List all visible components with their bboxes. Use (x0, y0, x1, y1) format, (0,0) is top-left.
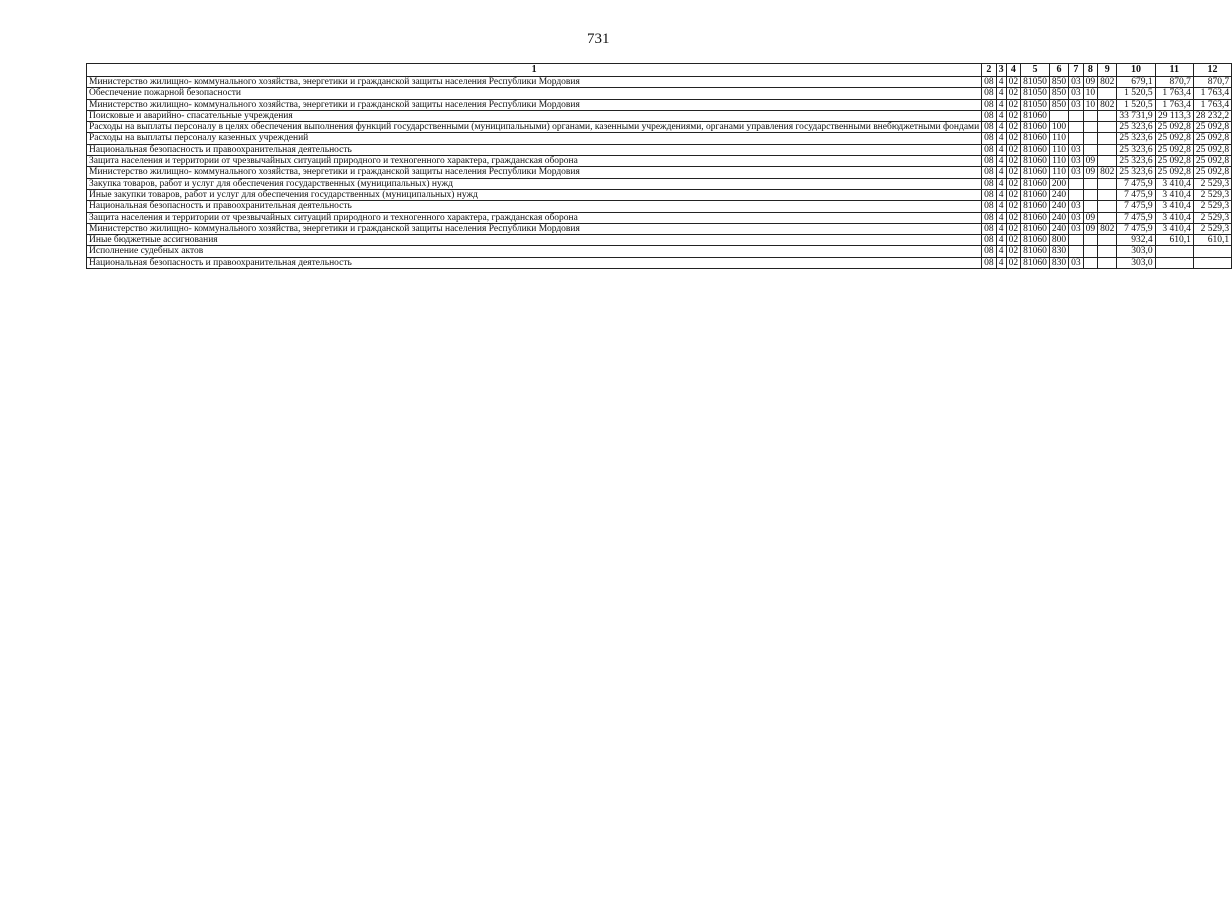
amount-cell: 303,0 (1117, 246, 1155, 257)
amount-cell: 29 113,3 (1155, 110, 1193, 121)
code-cell: 02 (1006, 167, 1021, 178)
table-row (87, 144, 1232, 155)
table-row (87, 201, 1232, 212)
column-header: 8 (1083, 64, 1098, 77)
code-cell: 03 (1069, 167, 1084, 178)
code-cell: 02 (1006, 110, 1021, 121)
code-cell: 4 (996, 257, 1006, 268)
table-row (87, 110, 1232, 121)
code-cell (1083, 235, 1098, 246)
column-header: 7 (1069, 64, 1084, 77)
code-cell (1069, 246, 1084, 257)
code-cell: 850 (1049, 77, 1068, 88)
amount-cell: 25 092,8 (1155, 144, 1193, 155)
code-cell: 02 (1006, 246, 1021, 257)
row-name-cell: Министерство жилищно- коммунального хозяйства, энергетики и гражданской защиты населения Республики Мордовия (87, 99, 982, 110)
code-cell: 03 (1069, 223, 1084, 234)
code-cell (1069, 189, 1084, 200)
code-cell: 4 (996, 133, 1006, 144)
row-name-cell: Национальная безопасность и правоохранительная деятельность (87, 257, 982, 268)
code-cell: 4 (996, 122, 1006, 133)
code-cell: 09 (1083, 156, 1098, 167)
code-cell (1083, 246, 1098, 257)
code-cell: 81060 (1021, 144, 1050, 155)
row-name-cell: Министерство жилищно- коммунального хозяйства, энергетики и гражданской защиты населения Республики Мордовия (87, 223, 982, 234)
code-cell: 850 (1049, 99, 1068, 110)
code-cell: 4 (996, 235, 1006, 246)
code-cell (1083, 110, 1098, 121)
code-cell: 03 (1069, 257, 1084, 268)
amount-cell: 932,4 (1117, 235, 1155, 246)
code-cell: 110 (1049, 156, 1068, 167)
column-header: 3 (996, 64, 1006, 77)
amount-cell (1193, 246, 1231, 257)
code-cell: 08 (982, 246, 997, 257)
amount-cell (1155, 246, 1193, 257)
row-name-cell: Министерство жилищно- коммунального хозяйства, энергетики и гражданской защиты населения Республики Мордовия (87, 167, 982, 178)
code-cell (1098, 201, 1117, 212)
amount-cell: 25 092,8 (1155, 133, 1193, 144)
code-cell: 81050 (1021, 99, 1050, 110)
table-header-row (87, 64, 1232, 77)
code-cell: 830 (1049, 257, 1068, 268)
row-name-cell: Расходы на выплаты персоналу в целях обеспечения выполнения функций государственными (муниципальными) органами, казенными учреждениями, органами управления государственными внебюджетными фондами (87, 122, 982, 133)
code-cell: 802 (1098, 77, 1117, 88)
amount-cell: 25 323,6 (1117, 133, 1155, 144)
amount-cell: 25 323,6 (1117, 122, 1155, 133)
amount-cell: 25 092,8 (1193, 156, 1231, 167)
code-cell: 110 (1049, 167, 1068, 178)
code-cell: 81060 (1021, 110, 1050, 121)
column-header: 9 (1098, 64, 1117, 77)
code-cell: 4 (996, 110, 1006, 121)
amount-cell: 303,0 (1117, 257, 1155, 268)
row-name-cell: Обеспечение пожарной безопасности (87, 88, 982, 99)
amount-cell: 3 410,4 (1155, 223, 1193, 234)
code-cell: 4 (996, 77, 1006, 88)
code-cell: 4 (996, 88, 1006, 99)
code-cell: 08 (982, 212, 997, 223)
code-cell (1083, 189, 1098, 200)
code-cell: 08 (982, 99, 997, 110)
amount-cell: 25 092,8 (1193, 122, 1231, 133)
code-cell: 02 (1006, 99, 1021, 110)
row-name-cell: Расходы на выплаты персоналу казенных учреждений (87, 133, 982, 144)
column-header: 6 (1049, 64, 1068, 77)
code-cell: 02 (1006, 88, 1021, 99)
code-cell (1098, 246, 1117, 257)
row-name-cell: Поисковые и аварийно- спасательные учреждения (87, 110, 982, 121)
code-cell: 08 (982, 77, 997, 88)
amount-cell (1155, 257, 1193, 268)
code-cell: 81060 (1021, 133, 1050, 144)
code-cell (1069, 178, 1084, 189)
amount-cell: 25 092,8 (1193, 133, 1231, 144)
code-cell (1098, 110, 1117, 121)
code-cell: 4 (996, 156, 1006, 167)
amount-cell: 3 410,4 (1155, 189, 1193, 200)
code-cell (1098, 88, 1117, 99)
page-number: 731 (587, 31, 610, 47)
amount-cell: 1 763,4 (1155, 88, 1193, 99)
code-cell (1083, 122, 1098, 133)
amount-cell: 25 092,8 (1155, 156, 1193, 167)
code-cell: 4 (996, 167, 1006, 178)
code-cell: 802 (1098, 99, 1117, 110)
amount-cell: 3 410,4 (1155, 212, 1193, 223)
amount-cell: 610,1 (1193, 235, 1231, 246)
row-name-cell: Закупка товаров, работ и услуг для обеспечения государственных (муниципальных) нужд (87, 178, 982, 189)
code-cell (1098, 133, 1117, 144)
code-cell (1069, 235, 1084, 246)
code-cell: 02 (1006, 77, 1021, 88)
amount-cell: 25 323,6 (1117, 167, 1155, 178)
amount-cell: 33 731,9 (1117, 110, 1155, 121)
code-cell: 08 (982, 110, 997, 121)
code-cell (1098, 235, 1117, 246)
code-cell: 110 (1049, 133, 1068, 144)
code-cell (1098, 122, 1117, 133)
code-cell: 81060 (1021, 189, 1050, 200)
code-cell (1098, 212, 1117, 223)
amount-cell: 1 763,4 (1155, 99, 1193, 110)
code-cell: 4 (996, 212, 1006, 223)
code-cell: 4 (996, 144, 1006, 155)
code-cell (1098, 156, 1117, 167)
code-cell: 800 (1049, 235, 1068, 246)
code-cell: 03 (1069, 88, 1084, 99)
code-cell: 81060 (1021, 178, 1050, 189)
column-header: 4 (1006, 64, 1021, 77)
code-cell: 4 (996, 223, 1006, 234)
table-row (87, 99, 1232, 110)
amount-cell: 25 323,6 (1117, 156, 1155, 167)
code-cell: 850 (1049, 88, 1068, 99)
code-cell: 08 (982, 133, 997, 144)
code-cell: 08 (982, 223, 997, 234)
code-cell: 02 (1006, 133, 1021, 144)
code-cell: 08 (982, 178, 997, 189)
amount-cell: 7 475,9 (1117, 212, 1155, 223)
code-cell (1083, 144, 1098, 155)
code-cell: 830 (1049, 246, 1068, 257)
amount-cell: 679,1 (1117, 77, 1155, 88)
code-cell: 240 (1049, 212, 1068, 223)
amount-cell: 7 475,9 (1117, 201, 1155, 212)
table-row (87, 178, 1232, 189)
amount-cell: 1 520,5 (1117, 99, 1155, 110)
code-cell: 802 (1098, 167, 1117, 178)
amount-cell (1193, 257, 1231, 268)
code-cell: 09 (1083, 167, 1098, 178)
amount-cell: 25 092,8 (1155, 122, 1193, 133)
code-cell: 802 (1098, 223, 1117, 234)
code-cell: 81060 (1021, 201, 1050, 212)
code-cell: 02 (1006, 156, 1021, 167)
code-cell: 08 (982, 257, 997, 268)
code-cell: 02 (1006, 235, 1021, 246)
code-cell (1098, 144, 1117, 155)
code-cell: 10 (1083, 88, 1098, 99)
table-row (87, 212, 1232, 223)
code-cell: 81060 (1021, 167, 1050, 178)
table-row (87, 167, 1232, 178)
code-cell (1083, 257, 1098, 268)
code-cell: 81060 (1021, 122, 1050, 133)
amount-cell: 7 475,9 (1117, 178, 1155, 189)
amount-cell: 25 323,6 (1117, 144, 1155, 155)
code-cell: 08 (982, 88, 997, 99)
code-cell: 81050 (1021, 77, 1050, 88)
code-cell (1098, 178, 1117, 189)
row-name-cell: Иные закупки товаров, работ и услуг для обеспечения государственных (муниципальных) нужд (87, 189, 982, 200)
code-cell: 240 (1049, 223, 1068, 234)
code-cell (1098, 257, 1117, 268)
code-cell: 03 (1069, 156, 1084, 167)
amount-cell: 25 092,8 (1155, 167, 1193, 178)
table-row (87, 257, 1232, 268)
code-cell: 02 (1006, 201, 1021, 212)
code-cell: 03 (1069, 144, 1084, 155)
code-cell: 4 (996, 201, 1006, 212)
code-cell (1083, 133, 1098, 144)
code-cell (1069, 133, 1084, 144)
amount-cell: 1 520,5 (1117, 88, 1155, 99)
row-name-cell: Защита населения и территории от чрезвычайных ситуаций природного и техногенного характера, гражданская оборона (87, 212, 982, 223)
table-row (87, 246, 1232, 257)
code-cell: 02 (1006, 122, 1021, 133)
table-row (87, 122, 1232, 133)
code-cell: 02 (1006, 223, 1021, 234)
code-cell: 4 (996, 178, 1006, 189)
code-cell: 100 (1049, 122, 1068, 133)
code-cell (1083, 178, 1098, 189)
table-row (87, 189, 1232, 200)
code-cell: 09 (1083, 212, 1098, 223)
amount-cell: 3 410,4 (1155, 201, 1193, 212)
code-cell: 4 (996, 99, 1006, 110)
code-cell: 02 (1006, 144, 1021, 155)
table-row (87, 235, 1232, 246)
code-cell: 08 (982, 189, 997, 200)
amount-cell: 2 529,3 (1193, 223, 1231, 234)
column-header: 5 (1021, 64, 1050, 77)
code-cell: 08 (982, 235, 997, 246)
code-cell: 240 (1049, 189, 1068, 200)
code-cell (1098, 189, 1117, 200)
code-cell: 08 (982, 144, 997, 155)
code-cell: 200 (1049, 178, 1068, 189)
amount-cell: 2 529,3 (1193, 212, 1231, 223)
table-row (87, 223, 1232, 234)
amount-cell: 2 529,3 (1193, 189, 1231, 200)
code-cell: 03 (1069, 99, 1084, 110)
code-cell: 02 (1006, 178, 1021, 189)
code-cell: 08 (982, 201, 997, 212)
row-name-cell: Национальная безопасность и правоохранительная деятельность (87, 144, 982, 155)
budget-table (86, 63, 1232, 269)
code-cell (1069, 122, 1084, 133)
row-name-cell: Национальная безопасность и правоохранительная деятельность (87, 201, 982, 212)
amount-cell: 2 529,3 (1193, 201, 1231, 212)
code-cell: 81060 (1021, 212, 1050, 223)
code-cell: 110 (1049, 144, 1068, 155)
column-header: 2 (982, 64, 997, 77)
code-cell: 81060 (1021, 156, 1050, 167)
code-cell: 03 (1069, 201, 1084, 212)
code-cell: 02 (1006, 257, 1021, 268)
column-header: 1 (87, 64, 982, 77)
table-row (87, 77, 1232, 88)
column-header: 11 (1155, 64, 1193, 77)
row-name-cell: Исполнение судебных актов (87, 246, 982, 257)
table-row (87, 156, 1232, 167)
amount-cell: 1 763,4 (1193, 88, 1231, 99)
amount-cell: 7 475,9 (1117, 223, 1155, 234)
table-row (87, 88, 1232, 99)
amount-cell: 2 529,3 (1193, 178, 1231, 189)
code-cell: 81060 (1021, 223, 1050, 234)
code-cell (1083, 201, 1098, 212)
code-cell (1049, 110, 1068, 121)
code-cell: 02 (1006, 189, 1021, 200)
table-row (87, 133, 1232, 144)
amount-cell: 25 092,8 (1193, 167, 1231, 178)
code-cell: 09 (1083, 223, 1098, 234)
code-cell: 81060 (1021, 235, 1050, 246)
code-cell: 03 (1069, 212, 1084, 223)
row-name-cell: Защита населения и территории от чрезвычайных ситуаций природного и техногенного характера, гражданская оборона (87, 156, 982, 167)
column-header: 12 (1193, 64, 1231, 77)
amount-cell: 870,7 (1155, 77, 1193, 88)
table-body (87, 77, 1232, 269)
code-cell: 81050 (1021, 88, 1050, 99)
code-cell: 81060 (1021, 257, 1050, 268)
code-cell: 09 (1083, 77, 1098, 88)
code-cell: 03 (1069, 77, 1084, 88)
row-name-cell: Иные бюджетные ассигнования (87, 235, 982, 246)
amount-cell: 610,1 (1155, 235, 1193, 246)
code-cell: 4 (996, 246, 1006, 257)
code-cell: 4 (996, 189, 1006, 200)
code-cell: 81060 (1021, 246, 1050, 257)
amount-cell: 870,7 (1193, 77, 1231, 88)
code-cell: 08 (982, 122, 997, 133)
amount-cell: 7 475,9 (1117, 189, 1155, 200)
code-cell: 08 (982, 156, 997, 167)
column-header: 10 (1117, 64, 1155, 77)
code-cell: 240 (1049, 201, 1068, 212)
amount-cell: 1 763,4 (1193, 99, 1231, 110)
code-cell: 02 (1006, 212, 1021, 223)
row-name-cell: Министерство жилищно- коммунального хозяйства, энергетики и гражданской защиты населения Республики Мордовия (87, 77, 982, 88)
code-cell: 08 (982, 167, 997, 178)
code-cell (1069, 110, 1084, 121)
code-cell: 10 (1083, 99, 1098, 110)
amount-cell: 28 232,2 (1193, 110, 1231, 121)
amount-cell: 25 092,8 (1193, 144, 1231, 155)
amount-cell: 3 410,4 (1155, 178, 1193, 189)
